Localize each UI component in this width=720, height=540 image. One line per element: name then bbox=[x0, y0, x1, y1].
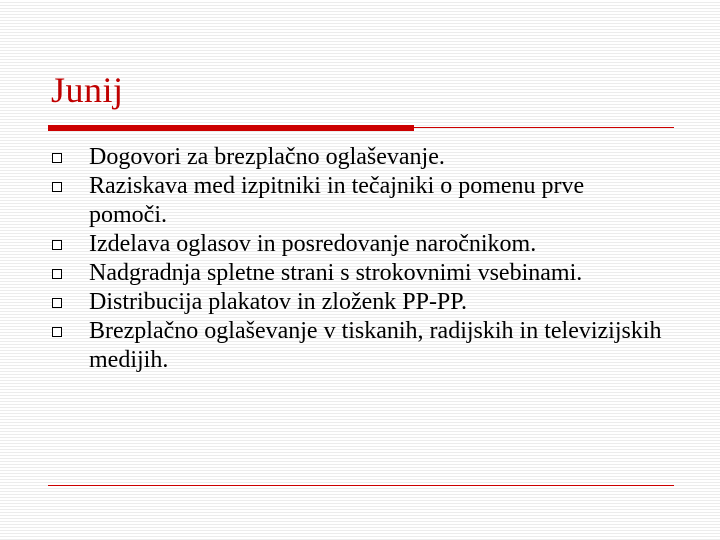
bullet-list bbox=[48, 143, 668, 375]
footer-divider bbox=[48, 485, 674, 486]
bullet-item bbox=[48, 259, 668, 288]
title-underline-thin bbox=[414, 127, 674, 128]
bullet-text: Distribucija plakatov in zloženk PP-PP. bbox=[89, 289, 467, 315]
slide-title: Junij bbox=[51, 70, 124, 110]
square-bullet-icon bbox=[52, 269, 62, 279]
bullet-item bbox=[48, 230, 668, 259]
bullet-item bbox=[48, 143, 668, 172]
square-bullet-icon bbox=[52, 298, 62, 308]
bullet-text: Izdelava oglasov in posredovanje naročnikom. bbox=[89, 231, 537, 257]
title-underline-thick bbox=[48, 125, 414, 131]
bullet-item bbox=[48, 172, 668, 230]
bullet-text: Brezplačno oglaševanje v tiskanih, radijskih in televizijskih medijih. bbox=[89, 318, 662, 373]
bullet-text: Raziskava med izpitniki in tečajniki o pomenu prve pomoči. bbox=[89, 173, 585, 228]
bullet-item bbox=[48, 288, 668, 317]
square-bullet-icon bbox=[52, 153, 62, 163]
square-bullet-icon bbox=[52, 240, 62, 250]
bullet-text: Nadgradnja spletne strani s strokovnimi vsebinami. bbox=[89, 260, 583, 286]
bullet-item bbox=[48, 317, 668, 375]
bullet-text: Dogovori za brezplačno oglaševanje. bbox=[89, 144, 445, 170]
square-bullet-icon bbox=[52, 327, 62, 337]
square-bullet-icon bbox=[52, 182, 62, 192]
